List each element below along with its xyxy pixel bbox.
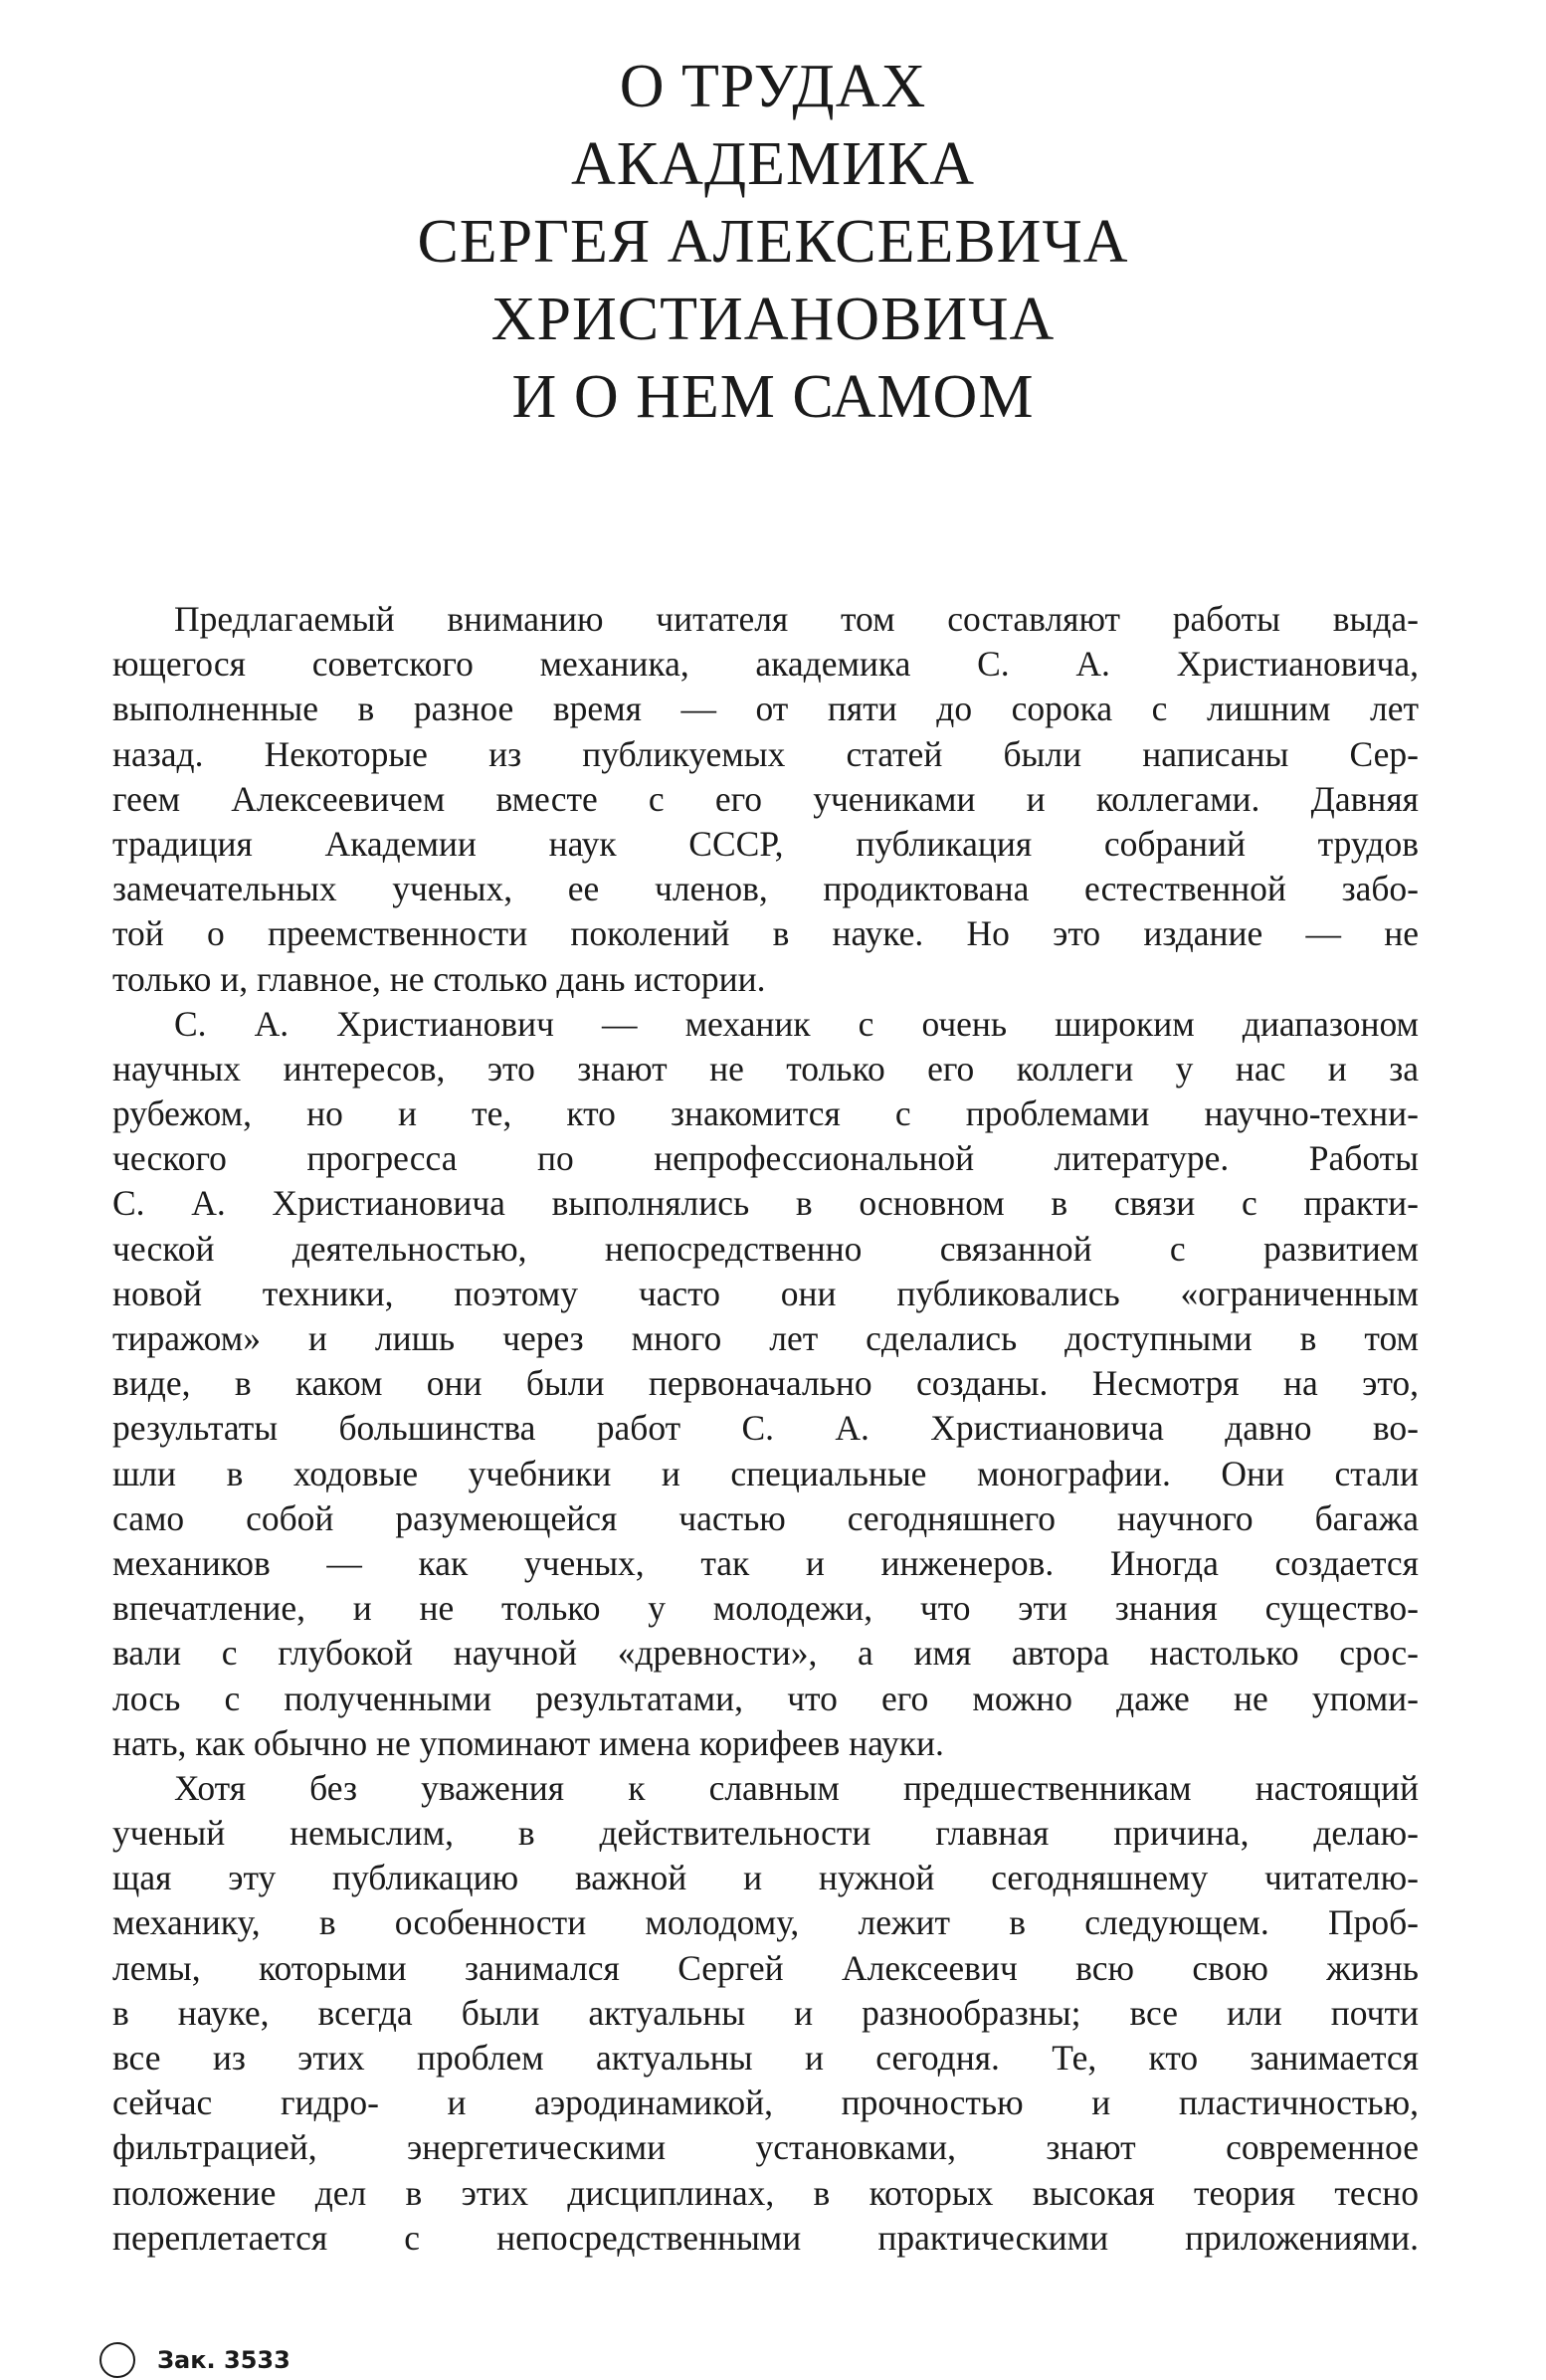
text-line: той о преемственности поколений в науке. Но это издание — не: [112, 913, 1419, 954]
text-line: фильтрацией, энергетическими установками, знают современное: [112, 2127, 1419, 2168]
text-line: нать, как обычно не упоминают имена корифеев науки.: [112, 1722, 944, 1763]
text-line: ческой деятельностью, непосредственно связанной с развитием: [112, 1228, 1419, 1269]
text-line: механиков — как ученых, так и инженеров. Иногда создается: [112, 1542, 1419, 1583]
text-line: вали с глубокой научной «древности», а имя автора настолько срос-: [112, 1633, 1419, 1674]
text-line: рубежом, но и те, кто знакомится с проблемами научно-техни-: [112, 1093, 1419, 1134]
title-line: АКАДЕМИКА: [570, 130, 976, 198]
text-line: все из этих проблем актуальны и сегодня. Те, кто занимается: [112, 2038, 1419, 2078]
text-line: новой техники, поэтому часто они публиковались «ограниченным: [112, 1273, 1419, 1313]
page-title: [0, 48, 1546, 436]
text-line: ющегося советского механика, академика С. А. Христиановича,: [112, 644, 1419, 685]
title-line: СЕРГЕЯ АЛЕКСЕЕВИЧА: [417, 208, 1129, 276]
text-line: Предлагаемый вниманию читателя том составляют работы выда-: [174, 599, 1419, 639]
text-line: виде, в каком они были первоначально созданы. Несмотря на это,: [112, 1363, 1419, 1404]
text-line: научных интересов, это знают не только его коллеги у нас и за: [112, 1048, 1419, 1089]
text-line: традиция Академии наук СССР, публикация собраний трудов: [112, 823, 1419, 864]
order-number: Зак. 3533: [157, 2346, 290, 2374]
text-line: в науке, всегда были актуальны и разнообразны; все или почти: [112, 1992, 1419, 2033]
text-line: назад. Некоторые из публикуемых статей были написаны Сер-: [112, 733, 1419, 774]
text-line: щая эту публикацию важной и нужной сегодняшнему читателю-: [112, 1858, 1419, 1898]
text-line: ученый немыслим, в действительности главная причина, делаю-: [112, 1813, 1419, 1854]
page-footer: [99, 2346, 290, 2378]
circle-mark-icon: [99, 2342, 135, 2378]
title-line: О ТРУДАХ: [619, 53, 927, 120]
text-line: С. А. Христиановича выполнялись в основном в связи с практи-: [112, 1183, 1419, 1224]
text-line: лось с полученными результатами, что его можно даже не упоми-: [112, 1678, 1419, 1718]
text-line: впечатление, и не только у молодежи, что эти знания существо-: [112, 1588, 1419, 1629]
text-line: выполненные в разное время — от пяти до сорока с лишним лет: [112, 689, 1419, 729]
text-line: переплетается с непосредственными практическими приложениями.: [112, 2217, 1419, 2258]
text-line: только и, главное, не столько дань истории.: [112, 958, 766, 999]
title-line: ХРИСТИАНОВИЧА: [490, 286, 1056, 353]
title-line: И О НЕМ САМОМ: [511, 363, 1035, 431]
text-line: замечательных ученых, ее членов, продиктована естественной забо-: [112, 869, 1419, 909]
text-line: само собой разумеющейся частью сегодняшнего научного багажа: [112, 1497, 1419, 1538]
text-line: С. А. Христианович — механик с очень широким диапазоном: [174, 1003, 1419, 1044]
text-line: Хотя без уважения к славным предшественникам настоящий: [174, 1767, 1419, 1808]
text-line: лемы, которыми занимался Сергей Алексеевич всю свою жизнь: [112, 1947, 1419, 1988]
text-line: шли в ходовые учебники и специальные монографии. Они стали: [112, 1453, 1419, 1493]
text-line: тиражом» и лишь через много лет сделались доступными в том: [112, 1318, 1419, 1358]
text-line: геем Алексеевичем вместе с его учениками и коллегами. Давняя: [112, 778, 1419, 819]
text-line: результаты большинства работ С. А. Христиановича давно во-: [112, 1408, 1419, 1449]
body-text: [112, 597, 1419, 2261]
text-line: ческого прогресса по непрофессиональной литературе. Работы: [112, 1138, 1419, 1179]
text-line: положение дел в этих дисциплинах, в которых высокая теория тесно: [112, 2172, 1419, 2213]
text-line: сейчас гидро- и аэродинамикой, прочностью и пластичностью,: [112, 2082, 1419, 2123]
text-line: механику, в особенности молодому, лежит в следующем. Проб-: [112, 1902, 1419, 1943]
